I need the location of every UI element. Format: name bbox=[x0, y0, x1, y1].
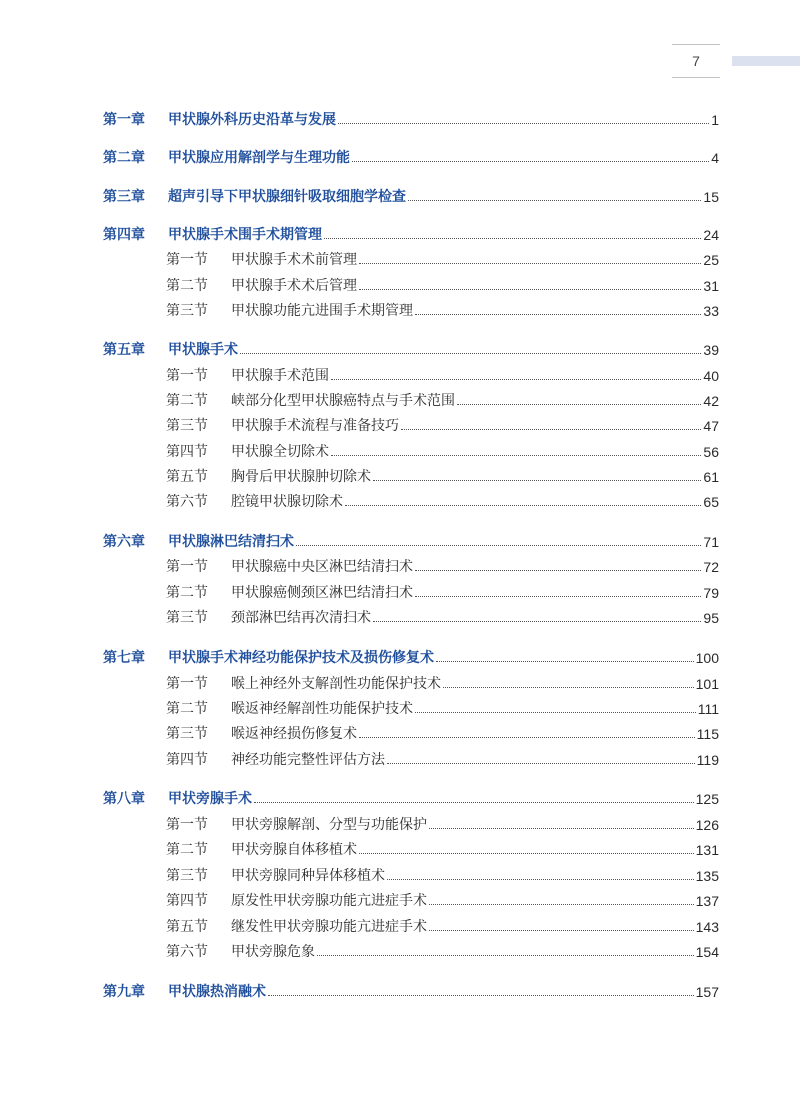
toc-entry-title: 原发性甲状旁腺功能亢进症手术 bbox=[231, 893, 427, 909]
toc-entry-number: 第二节 bbox=[166, 393, 208, 409]
toc-entry-title: 继发性甲状旁腺功能亢进症手术 bbox=[231, 919, 427, 935]
toc-entry-page: 39 bbox=[703, 342, 719, 358]
toc-entry-page: 126 bbox=[695, 817, 719, 833]
toc-entry-title: 颈部淋巴结再次清扫术 bbox=[231, 610, 371, 626]
toc-entry-page: 135 bbox=[695, 868, 719, 884]
toc-dot-leader bbox=[408, 199, 701, 201]
toc-entry-number: 第三节 bbox=[166, 418, 208, 434]
toc-entry-body bbox=[231, 674, 719, 694]
toc-entry-number: 第七章 bbox=[103, 650, 145, 666]
toc-entry-number: 第六节 bbox=[166, 944, 208, 960]
toc-dot-leader bbox=[373, 479, 701, 481]
toc-entry-number: 第六节 bbox=[166, 494, 208, 510]
toc-entry-number: 第一节 bbox=[166, 559, 208, 575]
toc-entry-body bbox=[231, 416, 719, 436]
toc-entry-title: 胸骨后甲状腺肿切除术 bbox=[231, 469, 371, 485]
toc-chapter-entry bbox=[0, 532, 800, 552]
toc-section-entry bbox=[0, 750, 800, 770]
toc-entry-body bbox=[231, 724, 719, 744]
toc-entry-page: 79 bbox=[703, 585, 719, 601]
toc-chapter-entry bbox=[0, 340, 800, 360]
toc-entry-number: 第二章 bbox=[103, 150, 145, 166]
toc-entry-title: 甲状旁腺自体移植术 bbox=[231, 842, 357, 858]
toc-dot-leader bbox=[373, 620, 701, 622]
toc-entry-page: 31 bbox=[703, 278, 719, 294]
toc-entry-title: 甲状腺应用解剖学与生理功能 bbox=[168, 150, 350, 166]
toc-dot-leader bbox=[331, 454, 701, 456]
toc-entry-page: 33 bbox=[703, 303, 719, 319]
toc-section-entry bbox=[0, 250, 800, 270]
toc-entry-body bbox=[231, 492, 719, 512]
toc-entry-number: 第二节 bbox=[166, 701, 208, 717]
toc-dot-leader bbox=[240, 352, 701, 354]
toc-chapter-entry bbox=[0, 110, 800, 130]
toc-dot-leader bbox=[387, 878, 694, 880]
toc-entry-page: 100 bbox=[695, 650, 719, 666]
toc-entry-title: 超声引导下甲状腺细针吸取细胞学检查 bbox=[168, 189, 406, 205]
toc-chapter-entry bbox=[0, 225, 800, 245]
toc-entry-number: 第四章 bbox=[103, 227, 145, 243]
toc-entry-number: 第四节 bbox=[166, 893, 208, 909]
toc-entry-body bbox=[231, 583, 719, 603]
toc-entry-number: 第五节 bbox=[166, 469, 208, 485]
toc-entry-number: 第一节 bbox=[166, 368, 208, 384]
toc-entry-number: 第三节 bbox=[166, 303, 208, 319]
toc-section-entry bbox=[0, 840, 800, 860]
toc-entry-title: 甲状腺手术神经功能保护技术及损伤修复术 bbox=[168, 650, 434, 666]
toc-entry-number: 第八章 bbox=[103, 791, 145, 807]
toc-entry-page: 95 bbox=[703, 610, 719, 626]
toc-entry-body bbox=[231, 301, 719, 321]
toc-entry-number: 第一章 bbox=[103, 112, 145, 128]
toc-entry-number: 第一节 bbox=[166, 676, 208, 692]
toc-section-entry bbox=[0, 391, 800, 411]
toc-entry-body bbox=[231, 467, 719, 487]
toc-dot-leader bbox=[359, 852, 694, 854]
toc-entry-number: 第三节 bbox=[166, 610, 208, 626]
toc-dot-leader bbox=[401, 428, 701, 430]
toc-entry-page: 111 bbox=[697, 701, 719, 717]
toc-entry-body bbox=[231, 917, 719, 937]
toc-entry-number: 第二节 bbox=[166, 278, 208, 294]
toc-dot-leader bbox=[296, 544, 701, 546]
toc-entry-body bbox=[231, 815, 719, 835]
toc-section-entry bbox=[0, 276, 800, 296]
toc-entry-title: 甲状腺热消融术 bbox=[168, 984, 266, 1000]
toc-section-entry bbox=[0, 557, 800, 577]
toc-entry-title: 峡部分化型甲状腺癌特点与手术范围 bbox=[231, 393, 455, 409]
toc-entry-body bbox=[168, 648, 719, 668]
toc-dot-leader bbox=[429, 827, 694, 829]
toc-dot-leader bbox=[429, 903, 694, 905]
toc-entry-body bbox=[231, 608, 719, 628]
toc-chapter-entry bbox=[0, 789, 800, 809]
toc-dot-leader bbox=[254, 801, 694, 803]
toc-entry-page: 1 bbox=[711, 112, 719, 128]
toc-entry-body bbox=[231, 840, 719, 860]
toc-dot-leader bbox=[436, 660, 694, 662]
toc-chapter-entry bbox=[0, 148, 800, 168]
toc-entry-body bbox=[168, 789, 719, 809]
toc-section-entry bbox=[0, 583, 800, 603]
toc-entry-page: 143 bbox=[695, 919, 719, 935]
toc-entry-body bbox=[231, 250, 719, 270]
toc-entry-number: 第一节 bbox=[166, 817, 208, 833]
toc-chapter-entry bbox=[0, 648, 800, 668]
toc-entry-number: 第五节 bbox=[166, 919, 208, 935]
toc-dot-leader bbox=[359, 736, 695, 738]
toc-section-entry bbox=[0, 301, 800, 321]
toc-entry-page: 47 bbox=[703, 418, 719, 434]
page-number: 7 bbox=[672, 44, 720, 78]
toc-entry-title: 甲状腺功能亢进围手术期管理 bbox=[231, 303, 413, 319]
toc-entry-body bbox=[231, 557, 719, 577]
toc-entry-page: 42 bbox=[703, 393, 719, 409]
toc-entry-title: 神经功能完整性评估方法 bbox=[231, 752, 385, 768]
toc-dot-leader bbox=[415, 595, 701, 597]
toc-entry-title: 甲状腺手术围手术期管理 bbox=[168, 227, 322, 243]
toc-dot-leader bbox=[345, 504, 701, 506]
toc-entry-title: 腔镜甲状腺切除术 bbox=[231, 494, 343, 510]
toc-entry-body bbox=[168, 340, 719, 360]
toc-dot-leader bbox=[457, 403, 701, 405]
toc-entry-body bbox=[168, 532, 719, 552]
toc-entry-title: 甲状腺手术 bbox=[168, 342, 238, 358]
toc-entry-body bbox=[231, 391, 719, 411]
toc-dot-leader bbox=[359, 262, 701, 264]
toc-entry-title: 甲状旁腺同种异体移植术 bbox=[231, 868, 385, 884]
toc-entry-title: 甲状腺全切除术 bbox=[231, 444, 329, 460]
toc-entry-body bbox=[231, 750, 719, 770]
toc-section-entry bbox=[0, 416, 800, 436]
toc-entry-page: 115 bbox=[696, 726, 719, 742]
toc-entry-page: 25 bbox=[703, 252, 719, 268]
toc-entry-body bbox=[231, 891, 719, 911]
toc-entry-title: 甲状腺手术范围 bbox=[231, 368, 329, 384]
toc-section-entry bbox=[0, 442, 800, 462]
toc-entry-body bbox=[231, 699, 719, 719]
toc-entry-page: 65 bbox=[703, 494, 719, 510]
toc-section-entry bbox=[0, 674, 800, 694]
toc-section-entry bbox=[0, 467, 800, 487]
toc-entry-page: 72 bbox=[703, 559, 719, 575]
toc-section-entry bbox=[0, 492, 800, 512]
toc-dot-leader bbox=[387, 762, 695, 764]
toc-entry-body bbox=[231, 276, 719, 296]
toc-entry-number: 第五章 bbox=[103, 342, 145, 358]
toc-entry-page: 119 bbox=[696, 752, 719, 768]
toc-entry-title: 喉上神经外支解剖性功能保护技术 bbox=[231, 676, 441, 692]
toc-dot-leader bbox=[317, 954, 694, 956]
toc-dot-leader bbox=[415, 711, 696, 713]
toc-section-entry bbox=[0, 608, 800, 628]
toc-entry-title: 甲状腺癌侧颈区淋巴结清扫术 bbox=[231, 585, 413, 601]
toc-section-entry bbox=[0, 815, 800, 835]
toc-entry-page: 4 bbox=[711, 150, 719, 166]
toc-entry-page: 61 bbox=[703, 469, 719, 485]
toc-entry-title: 喉返神经解剖性功能保护技术 bbox=[231, 701, 413, 717]
toc-entry-title: 甲状腺淋巴结清扫术 bbox=[168, 534, 294, 550]
toc-entry-body bbox=[168, 148, 719, 168]
toc-entry-title: 甲状腺手术术前管理 bbox=[231, 252, 357, 268]
toc-dot-leader bbox=[338, 122, 709, 124]
toc-entry-title: 喉返神经损伤修复术 bbox=[231, 726, 357, 742]
toc-section-entry bbox=[0, 891, 800, 911]
toc-entry-page: 40 bbox=[703, 368, 719, 384]
toc-dot-leader bbox=[429, 929, 694, 931]
toc-dot-leader bbox=[359, 288, 701, 290]
toc-entry-body bbox=[168, 187, 719, 207]
toc-entry-page: 24 bbox=[703, 227, 719, 243]
toc-section-entry bbox=[0, 724, 800, 744]
toc-entry-title: 甲状腺手术流程与准备技巧 bbox=[231, 418, 399, 434]
toc-entry-number: 第六章 bbox=[103, 534, 145, 550]
toc-entry-body bbox=[168, 110, 719, 130]
toc-entry-title: 甲状腺手术术后管理 bbox=[231, 278, 357, 294]
toc-entry-number: 第二节 bbox=[166, 585, 208, 601]
toc-dot-leader bbox=[415, 569, 701, 571]
toc-entry-page: 56 bbox=[703, 444, 719, 460]
toc-entry-number: 第二节 bbox=[166, 842, 208, 858]
toc-dot-leader bbox=[352, 160, 709, 162]
toc-entry-number: 第三章 bbox=[103, 189, 145, 205]
toc-entry-title: 甲状腺外科历史沿革与发展 bbox=[168, 112, 336, 128]
toc-entry-body bbox=[231, 942, 719, 962]
toc-entry-page: 137 bbox=[695, 893, 719, 909]
toc-dot-leader bbox=[443, 686, 694, 688]
toc-section-entry bbox=[0, 699, 800, 719]
toc-entry-page: 101 bbox=[695, 676, 719, 692]
toc-entry-page: 154 bbox=[695, 944, 719, 960]
toc-entry-title: 甲状旁腺危象 bbox=[231, 944, 315, 960]
toc-entry-page: 157 bbox=[695, 984, 719, 1000]
toc-dot-leader bbox=[324, 237, 701, 239]
toc-entry-title: 甲状腺癌中央区淋巴结清扫术 bbox=[231, 559, 413, 575]
toc-entry-page: 15 bbox=[703, 189, 719, 205]
toc-chapter-entry bbox=[0, 982, 800, 1002]
toc-entry-number: 第九章 bbox=[103, 984, 145, 1000]
toc-dot-leader bbox=[415, 313, 701, 315]
toc-entry-title: 甲状旁腺手术 bbox=[168, 791, 252, 807]
toc-section-entry bbox=[0, 917, 800, 937]
toc-entry-number: 第一节 bbox=[166, 252, 208, 268]
toc-chapter-entry bbox=[0, 187, 800, 207]
toc-entry-body bbox=[231, 866, 719, 886]
toc-section-entry bbox=[0, 366, 800, 386]
toc-entry-body bbox=[168, 982, 719, 1002]
toc-entry-body bbox=[168, 225, 719, 245]
toc-entry-number: 第四节 bbox=[166, 444, 208, 460]
toc-dot-leader bbox=[268, 994, 694, 996]
toc-section-entry bbox=[0, 866, 800, 886]
toc-entry-number: 第四节 bbox=[166, 752, 208, 768]
toc-entry-page: 125 bbox=[695, 791, 719, 807]
toc-entry-page: 71 bbox=[703, 534, 719, 550]
toc-entry-number: 第三节 bbox=[166, 868, 208, 884]
toc-dot-leader bbox=[331, 378, 701, 380]
toc-entry-title: 甲状旁腺解剖、分型与功能保护 bbox=[231, 817, 427, 833]
toc-entry-page: 131 bbox=[695, 842, 719, 858]
toc-entry-number: 第三节 bbox=[166, 726, 208, 742]
toc-entry-body bbox=[231, 366, 719, 386]
toc-section-entry bbox=[0, 942, 800, 962]
toc-entry-body bbox=[231, 442, 719, 462]
